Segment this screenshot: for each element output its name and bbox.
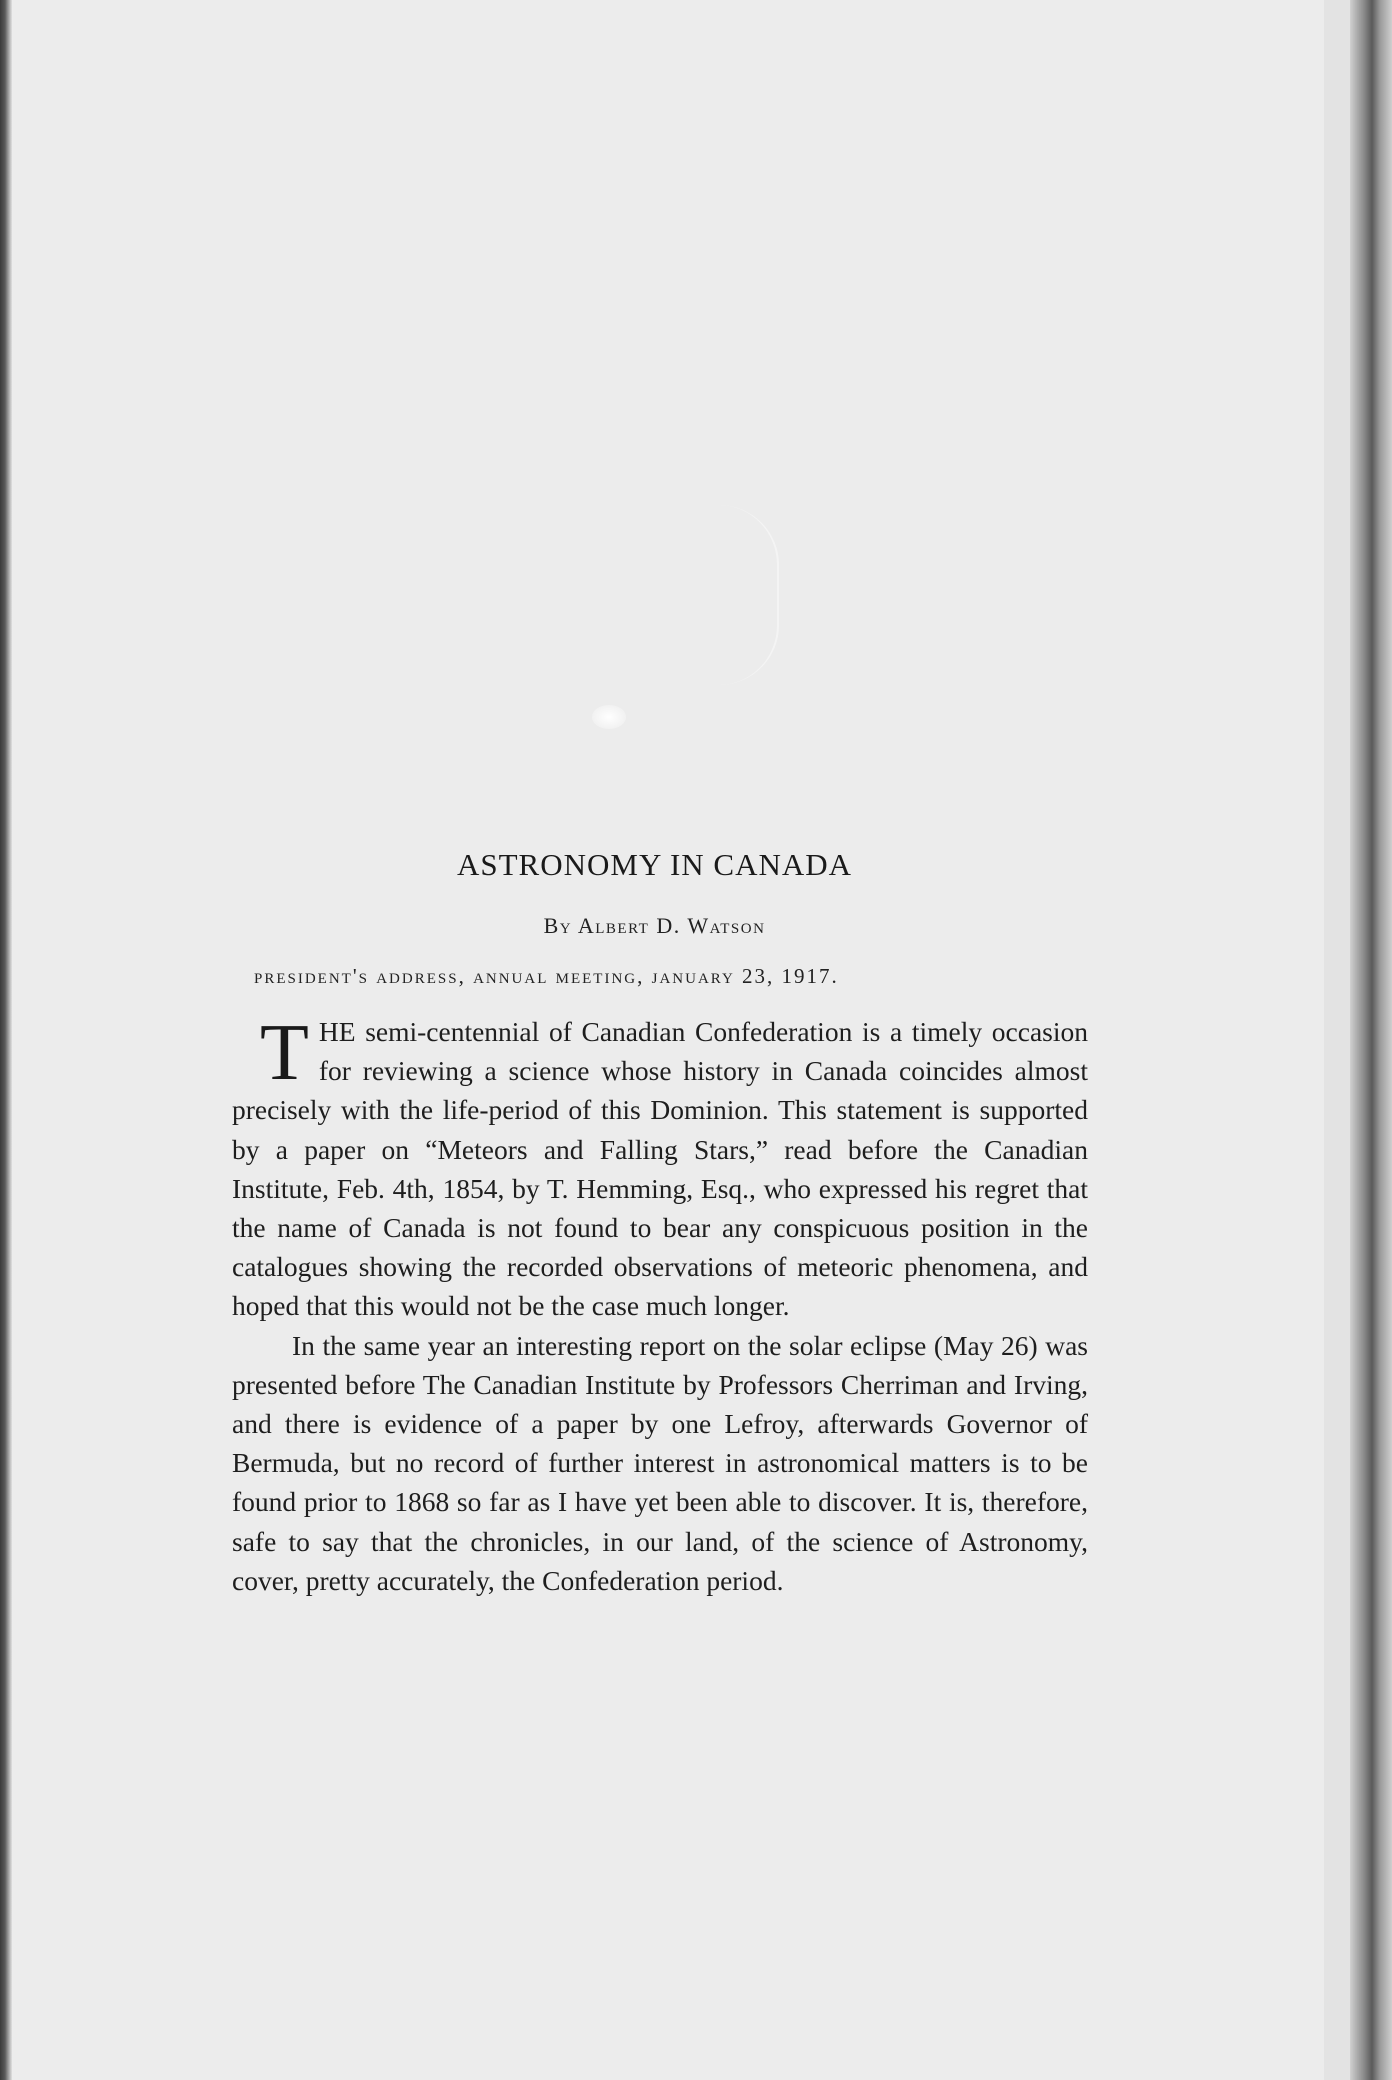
paragraph-1 (232, 1009, 1088, 1326)
drop-cap-letter: T (260, 1009, 309, 1097)
article-byline: By Albert D. Watson (543, 913, 766, 938)
paragraph-2: In the same year an interesting report on the solar eclipse (May 26) was presented before The Canadian Institute by Professors Cherriman and Irving, and there is evidence of a paper by one Lefroy, afterwards Governor of Bermuda, but no record of further interest in astronomical matters is to be found prior to 1868 so far as I have yet been able to discover. It is, therefore, safe to say that the chronicles, in our land, of the science of Astronomy, cover, pretty accurately, the Confederation period. (232, 1329, 1088, 1596)
article-body (232, 1009, 1088, 1600)
left-binding-edge (0, 0, 12, 2080)
paragraph-1-text: HE semi-centennial of Canadian Confederation is a timely occasion for reviewing a science whose history in Canada coincides almost precisely with the life-period of this Dominion. This statement is supported by a paper on “Meteors and Falling Stars,” read before the Canadian Institute, Feb. 4th, 1854, by T. Hemming, Esq., who expressed his regret that the name of Canada is not found to bear any conspicuous position in the catalogues showing the recorded observations of meteoric phenomena, and hoped that this would not be the case much longer. (232, 1016, 1088, 1322)
scan-blemish-arc (717, 505, 779, 685)
article-subtitle: president's address, annual meeting, january 23, 1917. (254, 964, 839, 988)
document-page (12, 0, 1324, 2080)
scan-blemish-spot (592, 705, 626, 729)
right-page-edge (1350, 0, 1392, 2080)
article-title: ASTRONOMY IN CANADA (456, 847, 853, 882)
